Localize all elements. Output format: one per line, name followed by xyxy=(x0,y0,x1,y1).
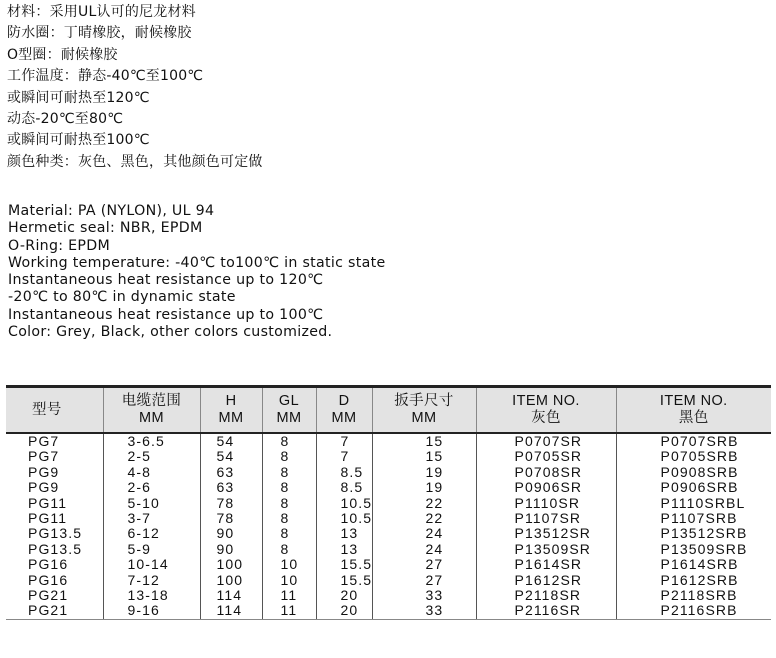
table-row xyxy=(6,526,771,541)
cell-wrench-size: 22 xyxy=(372,496,476,511)
cell-d: 20 xyxy=(316,588,372,603)
cell-d: 13 xyxy=(316,526,372,541)
cell-item-grey: P13512SR xyxy=(476,526,616,541)
cell-gl: 8 xyxy=(262,465,316,480)
cell-d: 8.5 xyxy=(316,465,372,480)
cell-wrench-size: 27 xyxy=(372,573,476,588)
cell-d: 7 xyxy=(316,449,372,464)
spec-dynamic-en: -20℃ to 80℃ in dynamic state xyxy=(8,289,236,306)
cell-model: PG21 xyxy=(28,587,69,604)
cell-cable-range: 2-6 xyxy=(103,480,200,495)
cell-h: 100 xyxy=(200,573,262,588)
table-row xyxy=(6,449,771,464)
spec-temp-en: Working temperature: -40℃ to100℃ in static state xyxy=(8,254,386,271)
cell-item-black: P1110SRBL xyxy=(616,496,771,511)
cell-model: PG13.5 xyxy=(28,540,83,557)
header-model: 型号 xyxy=(32,401,62,418)
cell-wrench-size: 24 xyxy=(372,526,476,541)
header-item-black: ITEM NO. 黑色 xyxy=(616,387,771,434)
spec-color-cn: 颜色种类：灰色、黑色，其他颜色可定做 xyxy=(7,153,263,170)
cell-item-black: P1614SRB xyxy=(616,557,771,572)
cell-model: PG7 xyxy=(28,448,60,465)
spec-color-en: Color: Grey, Black, other colors customized. xyxy=(8,324,333,341)
cell-item-black: P2118SRB xyxy=(616,588,771,603)
cell-item-black: P0705SRB xyxy=(616,449,771,464)
cell-h: 54 xyxy=(200,449,262,464)
cell-wrench-size: 24 xyxy=(372,542,476,557)
cell-item-black: P2116SRB xyxy=(616,603,771,619)
cell-item-black: P1107SRB xyxy=(616,511,771,526)
cell-gl: 8 xyxy=(262,526,316,541)
product-spec-table xyxy=(6,385,771,620)
cell-wrench-size: 27 xyxy=(372,557,476,572)
cell-h: 54 xyxy=(200,433,262,449)
cell-item-black: P0906SRB xyxy=(616,480,771,495)
cell-gl: 8 xyxy=(262,480,316,495)
cell-h: 90 xyxy=(200,526,262,541)
cell-cable-range: 5-10 xyxy=(103,496,200,511)
header-cable-range: 电缆范围 MM xyxy=(103,387,200,434)
table-header-row xyxy=(6,387,771,434)
cell-wrench-size: 15 xyxy=(372,433,476,449)
cell-gl: 8 xyxy=(262,496,316,511)
table-row xyxy=(6,603,771,619)
chinese-spec-block xyxy=(7,2,263,173)
cell-wrench-size: 33 xyxy=(372,603,476,619)
english-spec-block xyxy=(8,203,385,341)
cell-cable-range: 2-5 xyxy=(103,449,200,464)
cell-model: PG16 xyxy=(28,556,69,573)
table-row xyxy=(6,557,771,572)
cell-d: 15.5 xyxy=(316,557,372,572)
cell-gl: 8 xyxy=(262,449,316,464)
cell-gl: 10 xyxy=(262,557,316,572)
table-row xyxy=(6,433,771,449)
cell-h: 78 xyxy=(200,496,262,511)
spec-dynamic-cn: 动态-20℃至80℃ xyxy=(7,111,124,128)
cell-item-black: P1612SRB xyxy=(616,573,771,588)
cell-gl: 11 xyxy=(262,588,316,603)
spec-heat-dynamic-cn: 或瞬间可耐热至100℃ xyxy=(7,132,150,149)
cell-h: 100 xyxy=(200,557,262,572)
cell-model: PG11 xyxy=(28,494,68,511)
cell-item-black: P13509SRB xyxy=(616,542,771,557)
spec-oring-en: O-Ring: EPDM xyxy=(8,237,111,254)
cell-h: 63 xyxy=(200,465,262,480)
cell-cable-range: 3-6.5 xyxy=(103,433,200,449)
cell-cable-range: 3-7 xyxy=(103,511,200,526)
cell-item-grey: P2116SR xyxy=(476,603,616,619)
cell-gl: 10 xyxy=(262,573,316,588)
cell-model: PG11 xyxy=(28,510,68,527)
cell-item-black: P0908SRB xyxy=(616,465,771,480)
cell-wrench-size: 33 xyxy=(372,588,476,603)
header-wrench-size: 扳手尺寸 MM xyxy=(372,387,476,434)
cell-cable-range: 13-18 xyxy=(103,588,200,603)
cell-model: PG21 xyxy=(6,603,103,619)
cell-model: PG7 xyxy=(28,433,60,449)
cell-cable-range: 7-12 xyxy=(103,573,200,588)
spec-heat-static-cn: 或瞬间可耐热至120℃ xyxy=(7,89,150,106)
spec-material-en: Material: PA (NYLON), UL 94 xyxy=(8,203,215,219)
cell-d: 13 xyxy=(316,542,372,557)
cell-item-grey: P0906SR xyxy=(476,480,616,495)
cell-wrench-size: 19 xyxy=(372,465,476,480)
cell-item-black: P0707SRB xyxy=(616,433,771,449)
header-h: H MM xyxy=(200,387,262,434)
table-row xyxy=(6,542,771,557)
cell-d: 10.5 xyxy=(316,496,372,511)
cell-h: 63 xyxy=(200,480,262,495)
table-body xyxy=(6,433,771,619)
cell-item-grey: P1612SR xyxy=(476,573,616,588)
cell-h: 114 xyxy=(200,588,262,603)
spec-oring-cn: O型圈：耐候橡胶 xyxy=(7,46,118,63)
cell-cable-range: 5-9 xyxy=(103,542,200,557)
cell-item-grey: P1110SR xyxy=(476,496,616,511)
cell-d: 15.5 xyxy=(316,573,372,588)
header-gl: GL MM xyxy=(262,387,316,434)
cell-cable-range: 6-12 xyxy=(103,526,200,541)
cell-item-grey: P0705SR xyxy=(476,449,616,464)
table-row xyxy=(6,588,771,603)
cell-item-black: P13512SRB xyxy=(616,526,771,541)
cell-item-grey: P1107SR xyxy=(476,511,616,526)
cell-item-grey: P0707SR xyxy=(476,433,616,449)
table-row xyxy=(6,480,771,495)
cell-wrench-size: 19 xyxy=(372,480,476,495)
cell-d: 10.5 xyxy=(316,511,372,526)
cell-gl: 11 xyxy=(262,603,316,619)
cell-cable-range: 4-8 xyxy=(103,465,200,480)
cell-item-grey: P1614SR xyxy=(476,557,616,572)
cell-cable-range: 9-16 xyxy=(103,603,200,619)
cell-h: 90 xyxy=(200,542,262,557)
cell-model: PG16 xyxy=(28,571,69,588)
table-row xyxy=(6,573,771,588)
cell-item-grey: P2118SR xyxy=(476,588,616,603)
cell-cable-range: 10-14 xyxy=(103,557,200,572)
cell-d: 8.5 xyxy=(316,480,372,495)
table-row xyxy=(6,511,771,526)
cell-wrench-size: 15 xyxy=(372,449,476,464)
cell-gl: 8 xyxy=(262,511,316,526)
cell-d: 7 xyxy=(316,433,372,449)
spec-heat-static-en: Instantaneous heat resistance up to 120℃ xyxy=(8,272,324,289)
cell-gl: 8 xyxy=(262,542,316,557)
cell-wrench-size: 22 xyxy=(372,511,476,526)
table-row xyxy=(6,496,771,511)
cell-item-grey: P13509SR xyxy=(476,542,616,557)
spec-material-cn: 材料：采用UL认可的尼龙材料 xyxy=(7,4,196,20)
cell-h: 114 xyxy=(200,603,262,619)
spec-seal-en: Hermetic seal: NBR, EPDM xyxy=(8,220,203,237)
spec-heat-dynamic-en: Instantaneous heat resistance up to 100℃ xyxy=(8,306,324,323)
spec-seal-cn: 防水圈：丁晴橡胶，耐候橡胶 xyxy=(7,25,192,42)
cell-item-grey: P0708SR xyxy=(476,465,616,480)
table-row xyxy=(6,465,771,480)
spec-temp-cn: 工作温度：静态-40℃至100℃ xyxy=(7,68,204,85)
header-d: D MM xyxy=(316,387,372,434)
cell-model: PG9 xyxy=(28,463,60,480)
cell-d: 20 xyxy=(316,603,372,619)
cell-h: 78 xyxy=(200,511,262,526)
header-item-grey: ITEM NO. 灰色 xyxy=(476,387,616,434)
cell-gl: 8 xyxy=(262,433,316,449)
cell-model: PG9 xyxy=(28,479,60,496)
cell-model: PG13.5 xyxy=(28,525,83,542)
